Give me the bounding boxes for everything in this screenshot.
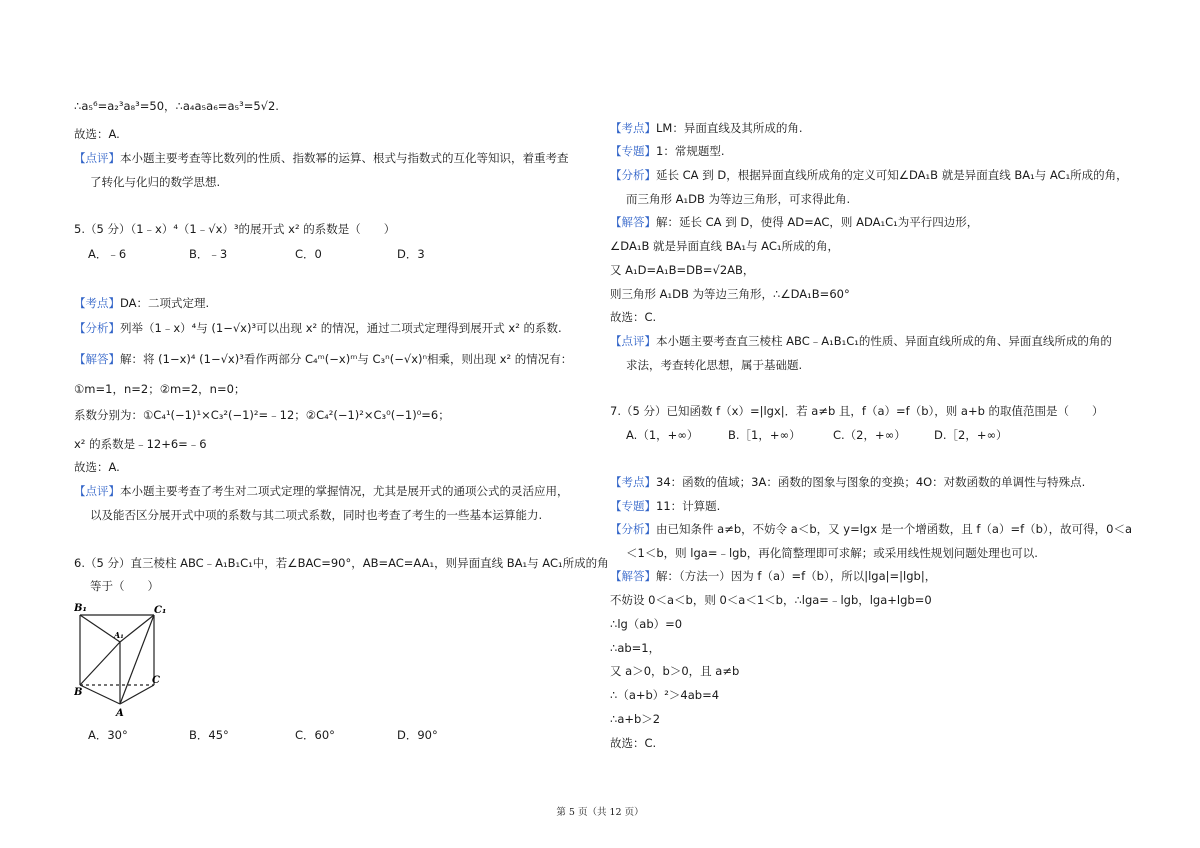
q5-option-d: D．3 — [397, 247, 425, 261]
jieda-text: 解：将 (1−x)⁴ (1−√x)³看作两部分 C₄ᵐ(−x)ᵐ与 C₃ⁿ(−√x)ⁿ相乘，则出现 x² 的情况有： — [120, 352, 573, 366]
q6-line: 故选：C. — [610, 310, 657, 324]
label-c: C — [152, 675, 160, 686]
q7-line: ∴（a+b）²＞4ab=4 — [610, 688, 720, 702]
q5-kaodian — [74, 295, 209, 311]
q7-fenxi-cont: ＜1＜b，则 lga=﹣lgb，再化简整理即可求解；或采用线性规划问题处理也可以. — [626, 546, 1038, 560]
page-footer: 第 5 页（共 12 页） — [556, 807, 644, 818]
question-7: 7.（5 分）已知函数 f（x）=|lgx|．若 a≠b 且，f（a）=f（b），则 a+b 的取值范围是（ ） — [610, 404, 1104, 418]
q5-line: 故选：A. — [74, 460, 120, 474]
diag-ba1 — [80, 642, 120, 685]
q6-line: 又 A₁D=A₁B=DB=√2AB， — [610, 263, 755, 277]
q6-option-d: D．90° — [397, 728, 438, 742]
q7-kaodian — [610, 474, 1085, 490]
kaodian-text: DA：二项式定理. — [120, 296, 210, 310]
question-6: 6.（5 分）直三棱柱 ABC﹣A₁B₁C₁中，若∠BAC=90°，AB=AC=AA₁，则异面直线 BA₁与 AC₁所成的角 — [74, 556, 609, 570]
dianping-text: 本小题主要考查了考生对二项式定理的掌握情况，尤其是展开式的通项公式的灵活应用， — [120, 484, 569, 498]
q6-option-a: A．30° — [88, 728, 128, 742]
dianping-tag: 【点评】 — [610, 334, 656, 348]
label-c1: C₁ — [154, 605, 167, 616]
q6-line: ∠DA₁B 就是异面直线 BA₁与 AC₁所成的角， — [610, 239, 839, 253]
q6-option-c: C．60° — [295, 728, 335, 742]
q7-jieda — [610, 568, 936, 584]
kaodian-text: 34：函数的值域；3A：函数的图象与图象的变换；4O：对数函数的单调性与特殊点. — [656, 475, 1086, 489]
q6-zhuanti — [610, 143, 724, 159]
jieda-tag: 【解答】 — [610, 569, 656, 583]
q6-kaodian — [610, 120, 802, 136]
fenxi-tag: 【分析】 — [610, 522, 656, 536]
q6-fenxi-cont: 而三角形 A₁DB 为等边三角形，可求得此角. — [626, 192, 851, 206]
q5-fenxi — [74, 320, 562, 336]
q5-line: x² 的系数是﹣12+6=﹣6 — [74, 437, 207, 451]
q7-option-b: B.［1，+∞） — [728, 428, 801, 442]
edge-ba — [80, 685, 120, 704]
q7-fenxi — [610, 521, 1132, 537]
q7-line: 故选：C. — [610, 736, 657, 750]
dianping-text: 本小题主要考查直三棱柱 ABC﹣A₁B₁C₁的性质、异面直线所成的角、异面直线所成的角的 — [656, 334, 1112, 348]
comment-line — [74, 150, 569, 166]
q7-line: ∴ab=1， — [610, 641, 661, 655]
q5-option-a: A．﹣6 — [88, 247, 127, 261]
q5-dianping-cont: 以及能否区分展开式中项的系数与其二项式系数，同时也考查了考生的一些基本运算能力. — [90, 508, 543, 522]
q6-jieda — [610, 214, 978, 230]
q5-option-c: C．0 — [295, 247, 322, 261]
edge-ca — [120, 685, 154, 704]
q6-line: 则三角形 A₁DB 为等边三角形，∴∠DA₁B=60° — [610, 287, 850, 301]
q7-option-c: C.（2，+∞） — [833, 428, 906, 442]
q6-dianping-cont: 求法，考查转化思想，属于基础题. — [626, 358, 803, 372]
q5-line: ①m=1，n=2；②m=2，n=0； — [74, 382, 246, 396]
question-6-cont: 等于（ ） — [90, 579, 159, 593]
comment-tag: 【点评】 — [74, 151, 120, 165]
kaodian-text: LM：异面直线及其所成的角. — [656, 121, 803, 135]
jieda-text: 解：（方法一）因为 f（a）=f（b），所以|lga|=|lgb|， — [656, 569, 937, 583]
kaodian-tag: 【考点】 — [610, 121, 656, 135]
dianping-tag: 【点评】 — [74, 484, 120, 498]
label-b: B — [74, 687, 83, 698]
q7-line: 又 a＞0，b＞0，且 a≠b — [610, 664, 740, 678]
q7-line: ∴lg（ab）=0 — [610, 617, 683, 631]
q6-fenxi — [610, 167, 1128, 183]
kaodian-tag: 【考点】 — [74, 296, 120, 310]
q5-jieda — [74, 351, 572, 367]
q5-option-b: B．﹣3 — [189, 247, 228, 261]
solution-line: ∴a₅⁶=a₂³a₈³=50，∴a₄a₅a₆=a₅³=5√2. — [74, 99, 279, 113]
question-5: 5.（5 分）（1﹣x）⁴（1﹣√x）³的展开式 x² 的系数是（ ） — [74, 222, 396, 236]
q6-dianping — [610, 333, 1112, 349]
q7-option-a: A.（1，+∞） — [626, 428, 699, 442]
fenxi-text: 由已知条件 a≠b，不妨令 a＜b，又 y=lgx 是一个增函数，且 f（a）=f（b），故可得，0＜a — [656, 522, 1133, 536]
jieda-tag: 【解答】 — [74, 352, 120, 366]
prism-figure — [74, 600, 174, 718]
q7-line: 不妨设 0＜a＜b，则 0＜a＜1＜b，∴lga=﹣lgb，lga+lgb=0 — [610, 593, 932, 607]
comment-line-cont: 了转化与化归的数学思想. — [90, 175, 221, 189]
q5-dianping — [74, 483, 569, 499]
answer-line: 故选：A. — [74, 127, 120, 141]
kaodian-tag: 【考点】 — [610, 475, 656, 489]
zhuanti-tag: 【专题】 — [610, 144, 656, 158]
q7-zhuanti — [610, 498, 720, 514]
q7-line: ∴a+b＞2 — [610, 712, 661, 726]
label-a1: A₁ — [114, 630, 124, 640]
zhuanti-tag: 【专题】 — [610, 499, 656, 513]
label-a: A — [116, 708, 124, 718]
fenxi-text: 列举（1﹣x）⁴与 (1−√x)³可以出现 x² 的情况，通过二项式定理得到展开式 x² 的系数. — [120, 321, 562, 335]
q7-option-d: D.［2，+∞） — [934, 428, 1008, 442]
q6-option-b: B．45° — [189, 728, 229, 742]
fenxi-text: 延长 CA 到 D，根据异面直线所成角的定义可知∠DA₁B 就是异面直线 BA₁与 AC₁所成的角， — [656, 168, 1128, 182]
q5-line: 系数分别为：①C₄¹(−1)¹×C₃²(−1)²=﹣12；②C₄²(−1)²×C₃⁰(−1)⁰=6； — [74, 408, 450, 422]
jieda-tag: 【解答】 — [610, 215, 656, 229]
jieda-text: 解：延长 CA 到 D，使得 AD=AC，则 ADA₁C₁为平行四边形， — [656, 215, 979, 229]
zhuanti-text: 1：常规题型. — [656, 144, 725, 158]
zhuanti-text: 11：计算题. — [656, 499, 721, 513]
fenxi-tag: 【分析】 — [74, 321, 120, 335]
fenxi-tag: 【分析】 — [610, 168, 656, 182]
label-b1: B₁ — [74, 603, 87, 614]
comment-text: 本小题主要考查等比数列的性质、指数幂的运算、根式与指数式的互化等知识，着重考查 — [120, 151, 569, 165]
